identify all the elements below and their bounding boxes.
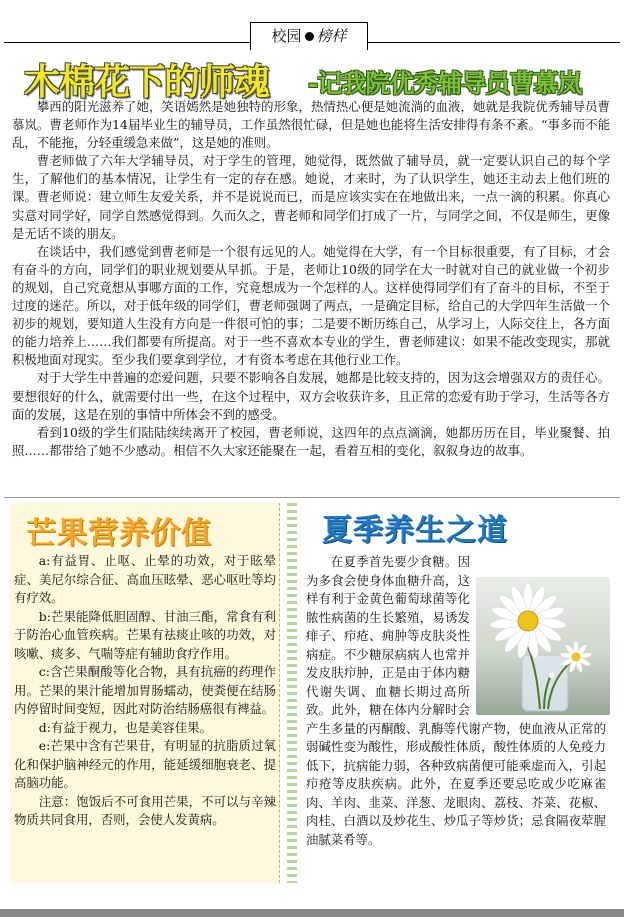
main-paragraph: 攀西的阳光滋养了她，笑语嫣然是她独特的形象，热情热心便是她流淌的血液，她就是我院优秀辅导员曹慕岚。曹老师作为14届毕业生的辅导员，工作虽然很忙碌，但是她也能将生活安排得有条不紊。“事多而不能乱，不能拖，分轻重缓急来做”，这是她的准则。 [12,99,610,151]
main-article-title: 木棉花下的师魂 [24,61,270,103]
section-divider [4,497,620,498]
mango-paragraph: d:有益于视力，也是美容佳果。 [38,719,212,735]
mango-paragraph: 注意：饱饭后不可食用芒果，不可以与辛辣物质共同食用，否则，会使人发黄病。 [14,793,276,827]
section-word-campus: 校园 [271,27,302,45]
bullet-dot-icon [305,32,314,41]
daisy-flower-image [476,577,610,715]
main-paragraph: 看到10级的学生们陆陆续续离开了校园，曹老师说，这四年的点点滴滴，她都历历在目，毕业聚餐、拍照……都带给了她不少感动。相信不久大家还能聚在一起，看着互相的变化，叙叙身边的故事。 [12,424,610,458]
section-word-model: 榜样 [316,27,347,45]
mango-paragraph: c:含芒果酮酸等化合物，具有抗癌的药理作用。芒果的果汁能增加胃肠蠕动，使粪便在结肠内停留时间变短，因此对防治结肠癌很有裨益。 [14,664,276,716]
main-paragraph: 对于大学生中普遍的恋爱问题，只要不影响各自发展，她都是比较支持的，因为这会增强双方的责任心。要想很好的什么，就需要付出一些，在这个过程中，双方会收获许多，且正常的恋爱有助于学习，生活等各方面的发展，这是在别的事情中所体会不到的感受。 [12,370,610,422]
mango-article-body [14,552,276,830]
column-divider-decoration [287,503,297,883]
mango-paragraph: a:有益胃、止呕、止晕的功效，对于眩晕症、美尼尔综合征、高血压眩晕、恶心呕吐等均有疗效。 [14,553,276,605]
main-article-subtitle: -记我院优秀辅导员曹慕岚 [308,69,582,98]
summer-article-title: 夏季养生之道 [322,513,508,548]
mango-article-title: 芒果营养价值 [26,516,212,551]
main-paragraph: 曹老师做了六年大学辅导员，对于学生的管理，她觉得，既然做了辅导员，就一定要认识自己的每个学生，了解他们的基本情况，让学生有一定的存在感。她说，才来时，为了认识学生，她还主动去上他们班的课。曹老师说：建立师生友爱关系，并不是说说而已，而是应该实实在在地做出来，一点一滴的积累。你真心实意对同学好，同学自然感觉得到。久而久之，曹老师和同学们打成了一片，与同学之间，不仅是师生，更像是无话不谈的朋友。 [12,153,610,241]
main-article-body [12,98,610,460]
summer-article-body [306,553,606,849]
footer-bar [0,909,624,917]
mango-paragraph: e:芒果中含有芒果苷，有明显的抗脂质过氧化和保护脑神经元的作用，能延缓细胞衰老、提高脑功能。 [14,738,276,790]
main-paragraph: 在谈话中，我们感觉到曹老师是一个很有远见的人。她觉得在大学，有一个目标很重要，有了目标，才会有奋斗的方向，同学们的职业规划要从早抓。于是，老师让10级的同学在大一时就对自己的就业做一个初步的规划，自己究竟想从事哪方面的工作，究竟想成为一个怎样的人。这样使得同学们有了奋斗的目标，不至于过度的迷茫。所以，对于低年级的同学们，曹老师强调了两点，一是确定目标，给自己的大学四年生活做一个初步的规划，要知道人生没有方向是一件很可怕的事；二是要不断历练自己，从学习上，人际交往上，各方面的能力培养上……我们都要有所提高。对于一些不喜欢本专业的学生，曹老师建议：如果不能改变现实，那就积极地面对现实。至少我们要拿到学位，才有资本考虑在其他行业工作。 [12,243,610,368]
mango-paragraph: b:芒果能降低胆固醇、甘油三酯，常食有利于防治心血管疾病。芒果有祛痰止咳的功效，对咳嗽、痰多、气喘等症有辅助食疗作用。 [14,608,276,661]
summer-paragraph: 在夏季首先要少食糖。因为多食会使身体血糖升高，这样有利于金黄色葡萄球菌等化脓性病菌的生长繁殖，易诱发痱子、疖疮、痈肿等皮肤炎性病症。不少糖尿病病人也常并发皮肤疖肿，正是由于体内糖代谢失调、血糖长期过高所致。此外，糖在体内分解时会产生多量的丙酮酸、乳酶等代谢产物，使血液从正常的弱碱性变为酸性，形成酸性体质，酸性体质的人免疫力低下，抗病能力弱，各种致病菌便可能乘虚而入，引起疖疮等皮肤疾病。此外，在夏季还要忌吃或少吃麻雀肉、羊肉、韭菜、洋葱、龙眼肉、荔枝、芥菜、花椒、肉桂、白酒以及炒花生、炒瓜子等炒货；忌食隔夜荤腥油腻菜肴等。 [306,554,606,847]
section-header [250,22,368,50]
